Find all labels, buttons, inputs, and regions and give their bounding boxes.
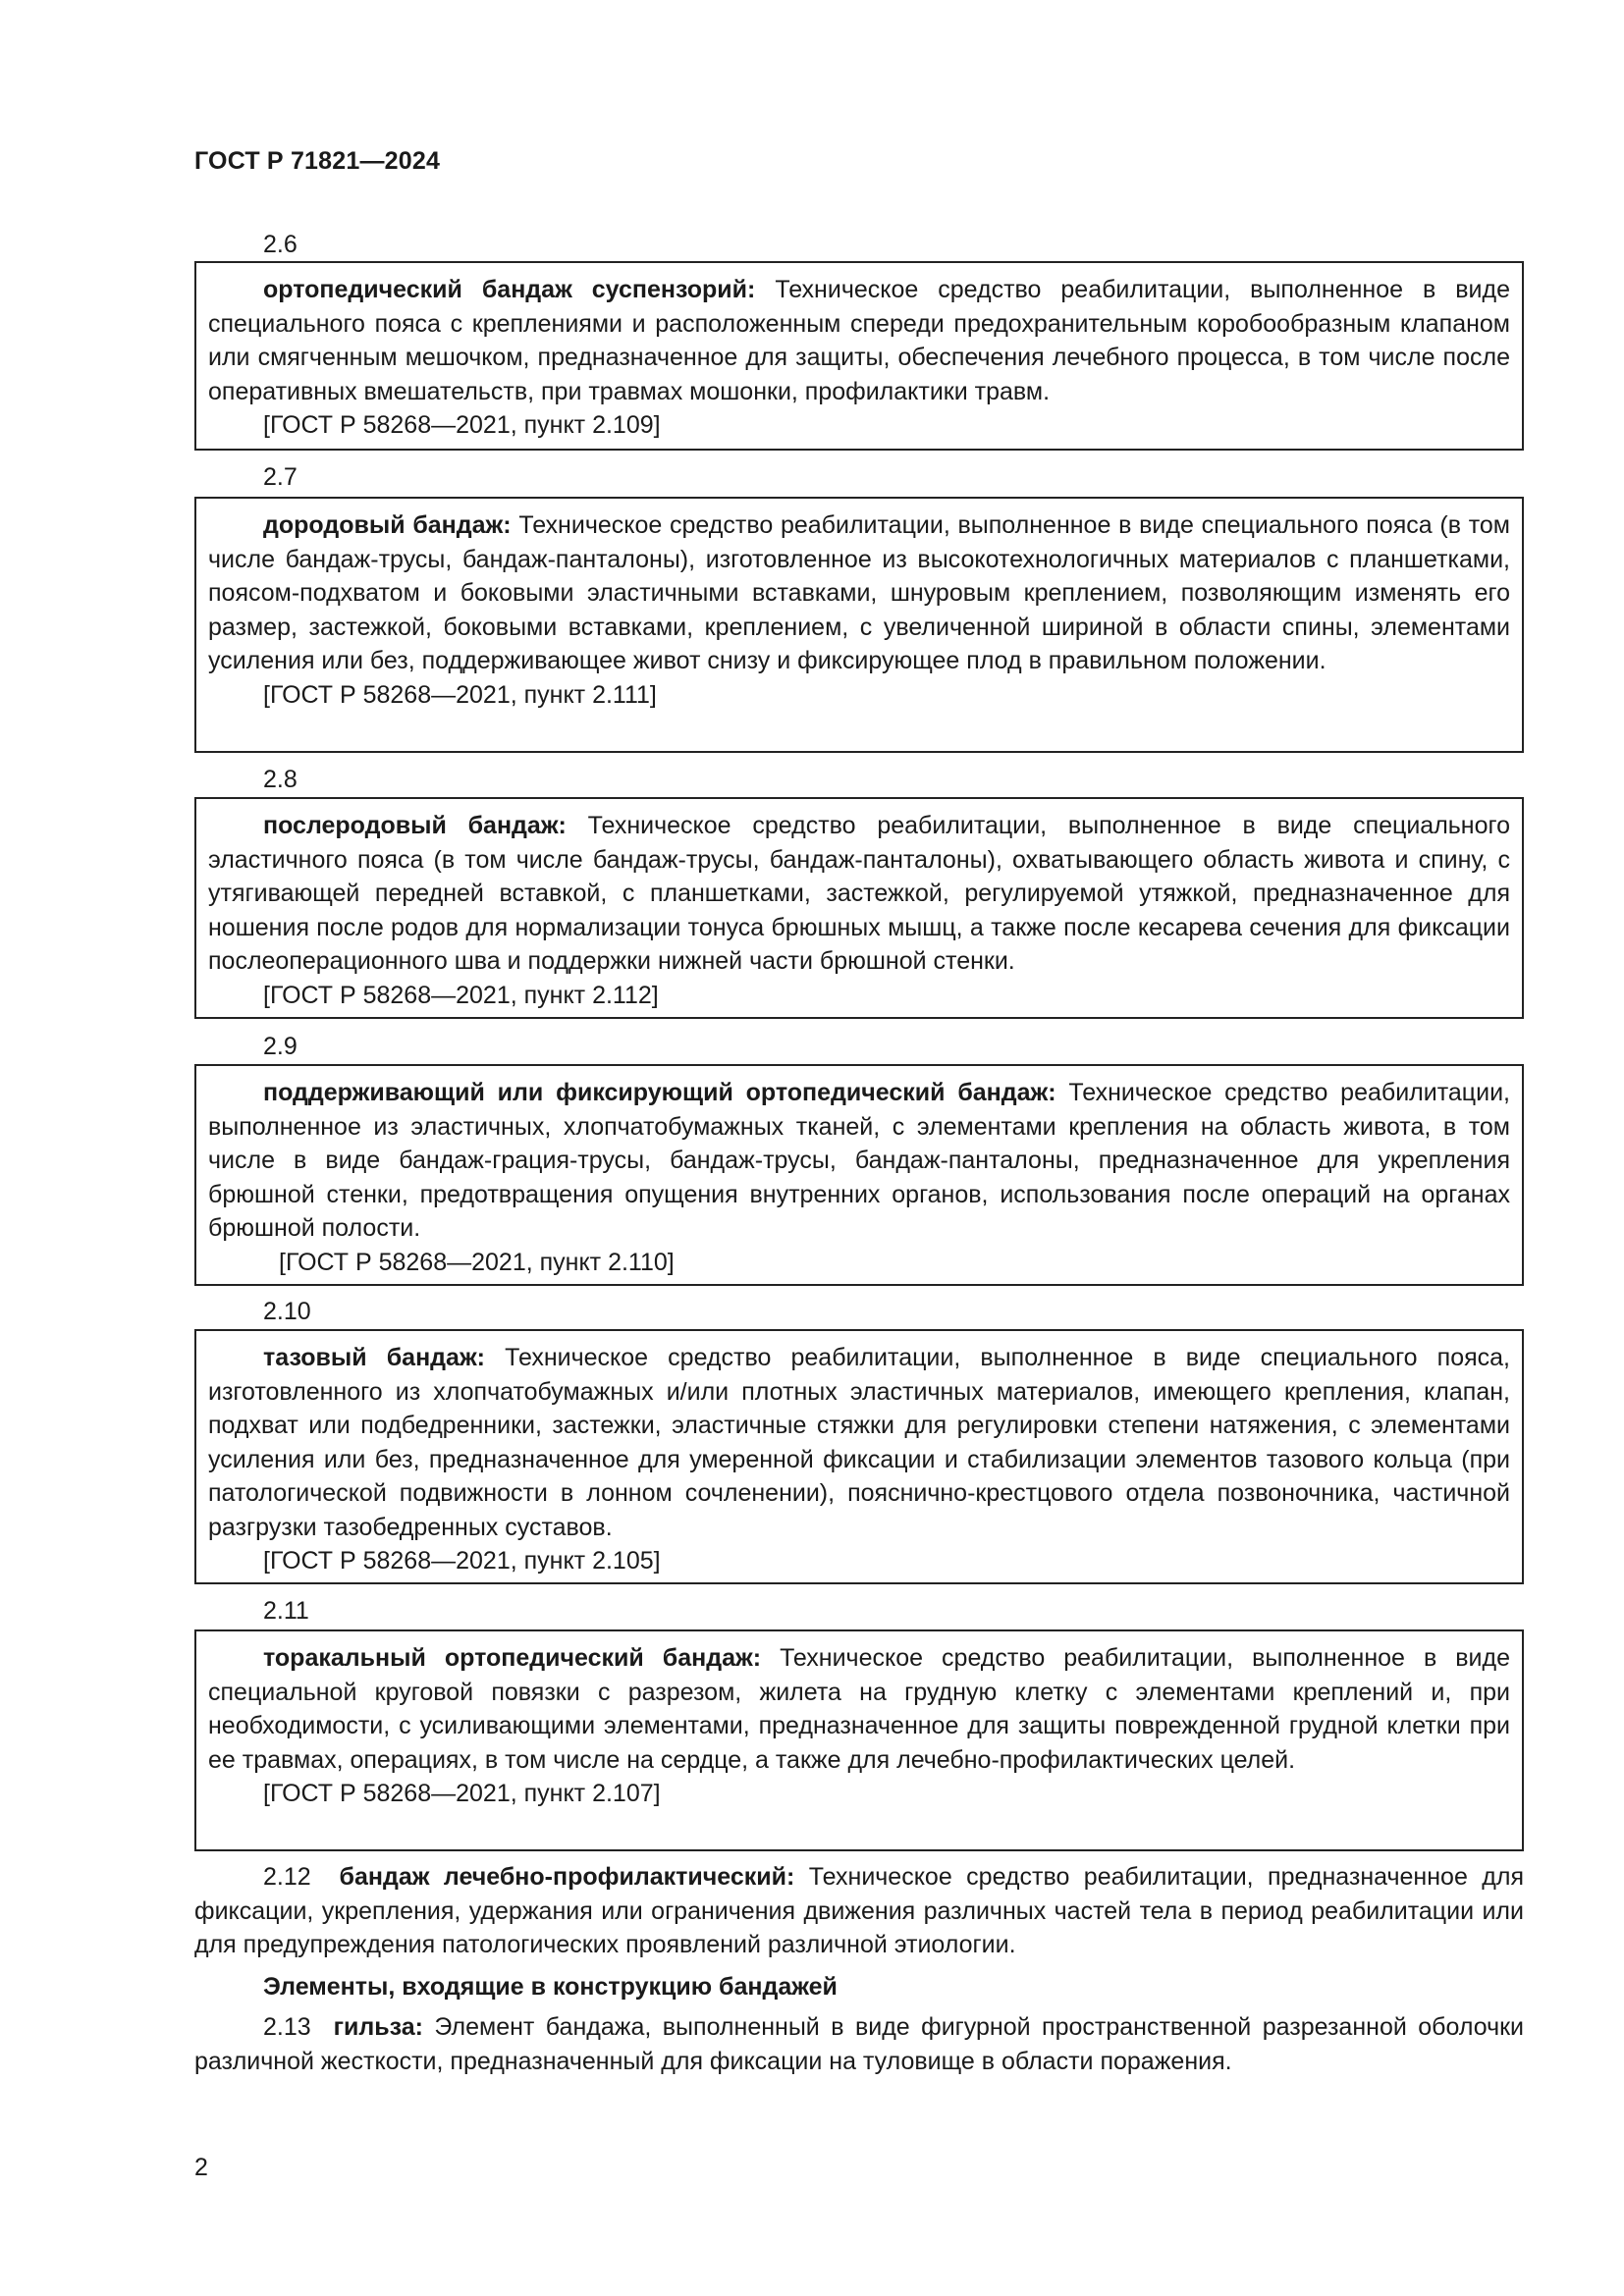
term: гильза: (333, 2013, 423, 2041)
document-header: ГОСТ Р 71821—2024 (194, 147, 441, 175)
definition-box (194, 797, 1524, 1019)
paragraph-2-12 (194, 1860, 1524, 1962)
entry-number: 2.6 (263, 231, 298, 258)
definition: Техническое средство реабилитации, выполненное в виде специального эластичного пояса (в том числе бандаж-трусы, бандаж-панталоны), охватывающего область живота и спину, с утягивающей передней вставкой, с планшетками, застежкой, регулируемой утяжкой, предназначенное для ношения после родов для нормализации тонуса брюшных мышц, а также после кесарева сечения для фиксации послеоперационного шва и поддержки нижней части брюшной стенки. (208, 812, 1510, 975)
definition-text (208, 273, 1510, 408)
definition-text (208, 1076, 1510, 1246)
definition: Техническое средство реабилитации, выполненное в виде специального пояса с креплениями и расположенным спереди предохранительным коробообразным клапаном или смягченным мешочком, предназначенное для защиты, обеспечения лечебного процесса, в том числе после оперативных вмешательств, при травмах мошонки, профилактики травм. (208, 276, 1510, 405)
term: бандаж лечебно-профилактический: (339, 1863, 795, 1891)
source-reference: [ГОСТ Р 58268—2021, пункт 2.109] (263, 411, 661, 439)
page-number: 2 (194, 2154, 208, 2181)
definition-text (208, 1341, 1510, 1544)
definition: Техническое средство реабилитации, выполненное в виде специального пояса (в том числе бандаж-трусы, бандаж-панталоны), изготовленное из высокотехнологичных материалов с планшетками, поясом-подхватом и боковыми эластичными вставками, шнуровым креплением, позволяющим изменять его размер, застежкой, боковыми вставками, креплением, с увеличенной шириной в области спины, элементами усиления или без, поддерживающее живот снизу и фиксирующее плод в правильном положении. (208, 511, 1510, 674)
term: поддерживающий или фиксирующий ортопедический бандаж: (263, 1079, 1056, 1106)
definition-box (194, 497, 1524, 753)
term: дородовый бандаж: (263, 511, 512, 539)
entry-number: 2.7 (263, 463, 298, 491)
entry-number: 2.10 (263, 1298, 311, 1325)
definition-text (208, 809, 1510, 979)
term: торакальный ортопедический бандаж: (263, 1644, 762, 1672)
entry-number: 2.11 (263, 1597, 309, 1625)
paragraph-number: 2.12 (263, 1863, 311, 1891)
source-reference: [ГОСТ Р 58268—2021, пункт 2.110] (279, 1248, 675, 1276)
term: послеродовый бандаж: (263, 812, 567, 839)
definition: Элемент бандажа, выполненный в виде фигурной пространственной разрезанной оболочки различной жесткости, предназначенный для фиксации на туловище в области поражения. (194, 2013, 1524, 2075)
term: тазовый бандаж: (263, 1344, 485, 1371)
definition-box (194, 1064, 1524, 1286)
definition-box (194, 1629, 1524, 1851)
source-reference: [ГОСТ Р 58268—2021, пункт 2.105] (263, 1547, 661, 1575)
definition-box (194, 261, 1524, 451)
term: ортопедический бандаж суспензорий: (263, 276, 756, 303)
section-subheading: Элементы, входящие в конструкцию бандажей (263, 1973, 838, 2001)
entry-number: 2.8 (263, 766, 298, 793)
definition: Техническое средство реабилитации, выполненное из эластичных, хлопчатобумажных тканей, с элементами крепления на область живота, в том числе в виде бандаж-грация-трусы, бандаж-трусы, бандаж-панталоны, предназначенное для укрепления брюшной стенки, предотвращения опущения внутренних органов, использования после операций на органах брюшной полости. (208, 1079, 1510, 1242)
definition: Техническое средство реабилитации, выполненное в виде специального пояса, изготовленного из хлопчатобумажных и/или плотных эластичных материалов, имеющего крепления, клапан, подхват или подбедренники, застежки, эластичные стяжки для регулировки степени натяжения, с элементами усиления или без, предназначенное для умеренной фиксации и стабилизации элементов тазового кольца (при патологической подвижности в лонном сочленении), пояснично-крестцового отдела позвоночника, частичной разгрузки тазобедренных суставов. (208, 1344, 1510, 1541)
definition-box (194, 1329, 1524, 1584)
paragraph-2-13 (194, 2010, 1524, 2078)
source-reference: [ГОСТ Р 58268—2021, пункт 2.111] (263, 680, 657, 709)
definition: Техническое средство реабилитации, выполненное в виде специальной круговой повязки с разрезом, жилета на грудную клетку с элементами креплений и, при необходимости, с усиливающими элементами, предназначенное для защиты поврежденной грудной клетки при ее травмах, операциях, в том числе на сердце, а также для лечебно-профилактических целей. (208, 1644, 1511, 1774)
definition: Техническое средство реабилитации, предназначенное для фиксации, укрепления, удержания или ограничения движения различных частей тела в период реабилитации или для предупреждения патологических проявлений различной этиологии. (194, 1863, 1524, 1958)
entry-number: 2.9 (263, 1033, 298, 1060)
definition-text (208, 508, 1510, 678)
definition-text (208, 1641, 1510, 1777)
source-reference: [ГОСТ Р 58268—2021, пункт 2.107] (263, 1780, 661, 1807)
source-reference: [ГОСТ Р 58268—2021, пункт 2.112] (263, 981, 659, 1009)
paragraph-number: 2.13 (263, 2013, 311, 2041)
